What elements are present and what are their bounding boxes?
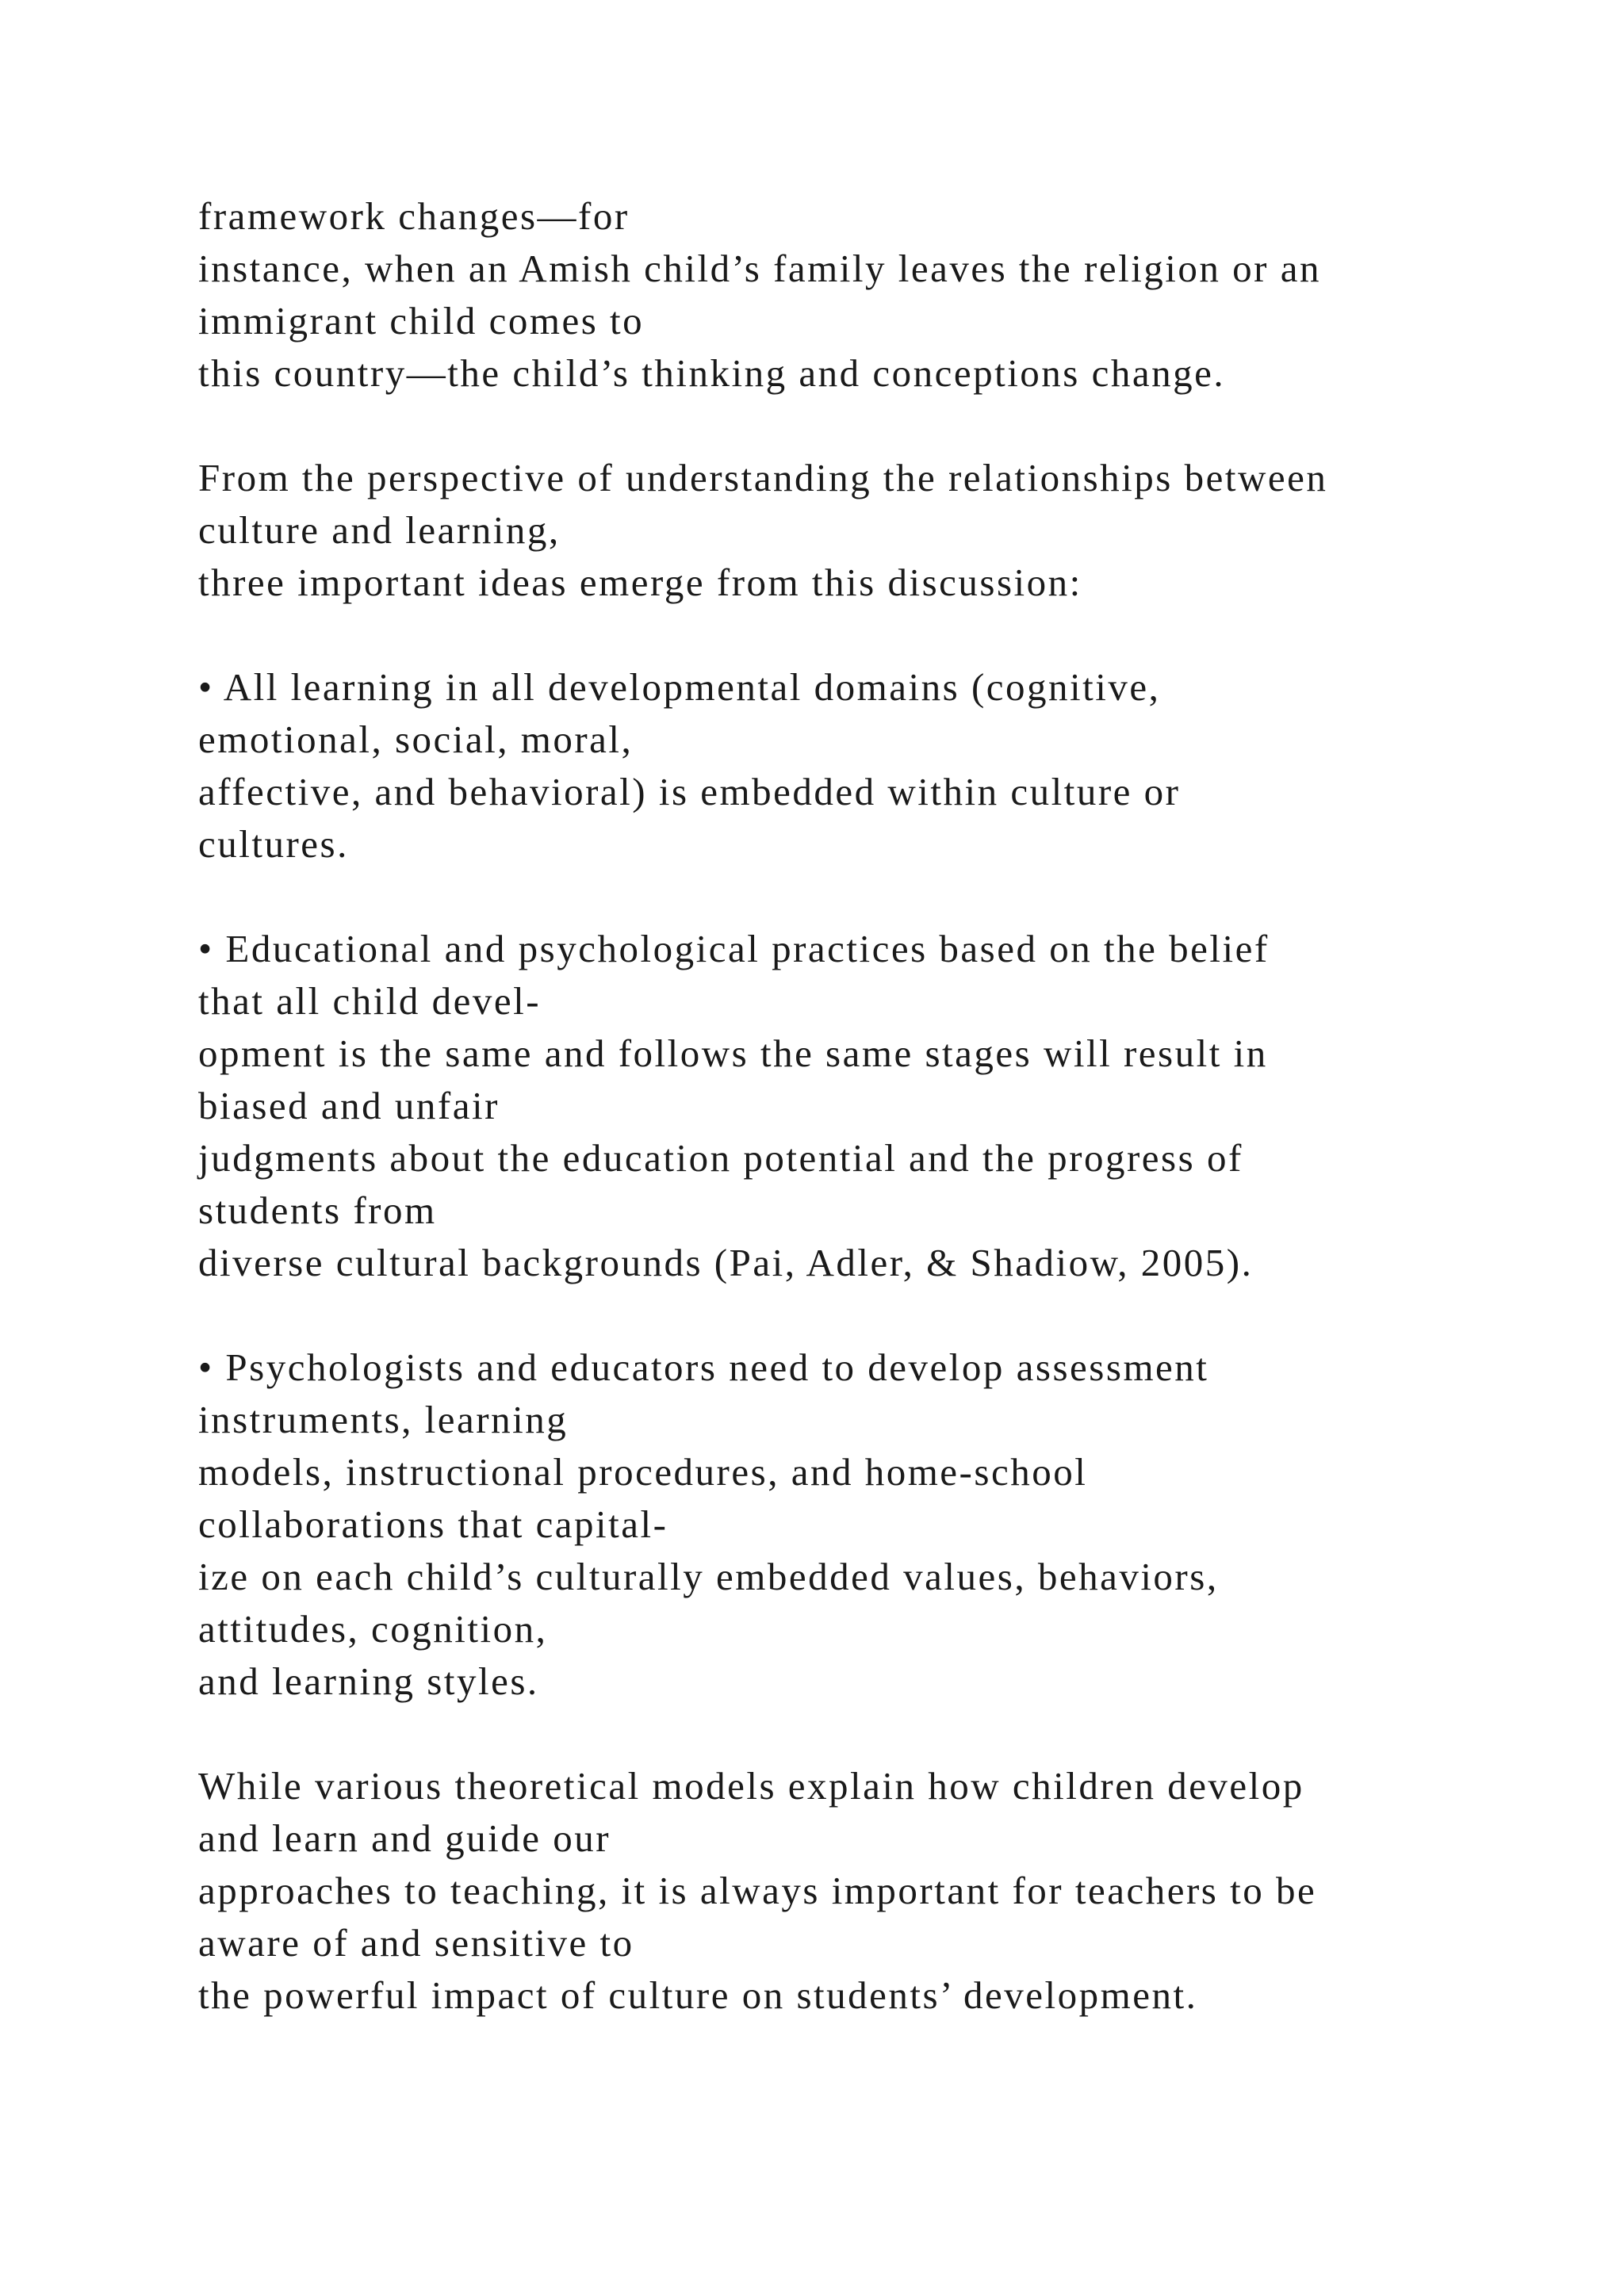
text-line: models, instructional procedures, and home-school <box>198 1450 1088 1494</box>
text-line: students from <box>198 1188 437 1232</box>
text-line: • Educational and psychological practices based on the belief <box>198 927 1270 970</box>
text-line: and learn and guide our <box>198 1816 611 1860</box>
paragraph-perspective <box>198 452 1546 609</box>
text-line: aware of and sensitive to <box>198 1921 634 1965</box>
text-line: that all child devel- <box>198 979 542 1023</box>
bullet-item-assessment-instruments <box>198 1341 1546 1708</box>
text-line: immigrant child comes to <box>198 299 645 342</box>
text-line: cultures. <box>198 822 349 866</box>
text-line: While various theoretical models explain how children develop <box>198 1764 1304 1808</box>
text-line: diverse cultural backgrounds (Pai, Adler, & Shadiow, 2005). <box>198 1241 1254 1284</box>
text-line: attitudes, cognition, <box>198 1607 548 1651</box>
text-line: instruments, learning <box>198 1398 569 1441</box>
document-page <box>198 190 1546 2074</box>
text-line: collaborations that capital- <box>198 1502 668 1546</box>
text-line: the powerful impact of culture on students’ development. <box>198 1973 1198 2017</box>
text-line: three important ideas emerge from this discussion: <box>198 561 1082 604</box>
text-line: and learning styles. <box>198 1659 539 1703</box>
text-line: instance, when an Amish child’s family leaves the religion or an <box>198 247 1321 290</box>
text-line: • Psychologists and educators need to develop assessment <box>198 1345 1209 1389</box>
text-line: this country—the child’s thinking and conceptions change. <box>198 351 1226 395</box>
bullet-item-biased-judgments <box>198 923 1546 1289</box>
text-line: biased and unfair <box>198 1084 500 1127</box>
text-line: affective, and behavioral) is embedded within culture or <box>198 770 1181 813</box>
paragraph-theoretical-models <box>198 1760 1546 2022</box>
text-line: From the perspective of understanding the relationships between <box>198 456 1328 499</box>
text-line: judgments about the education potential and the progress of <box>198 1136 1243 1180</box>
text-line: • All learning in all developmental domains (cognitive, <box>198 665 1161 709</box>
paragraph-framework-changes <box>198 190 1546 400</box>
text-line: framework changes—for <box>198 194 630 238</box>
text-line: culture and learning, <box>198 508 561 552</box>
bullet-item-learning-embedded <box>198 661 1546 871</box>
text-line: approaches to teaching, it is always important for teachers to be <box>198 1869 1317 1912</box>
text-line: ize on each child’s culturally embedded values, behaviors, <box>198 1555 1219 1598</box>
text-line: opment is the same and follows the same stages will result in <box>198 1031 1268 1075</box>
text-line: emotional, social, moral, <box>198 718 634 761</box>
